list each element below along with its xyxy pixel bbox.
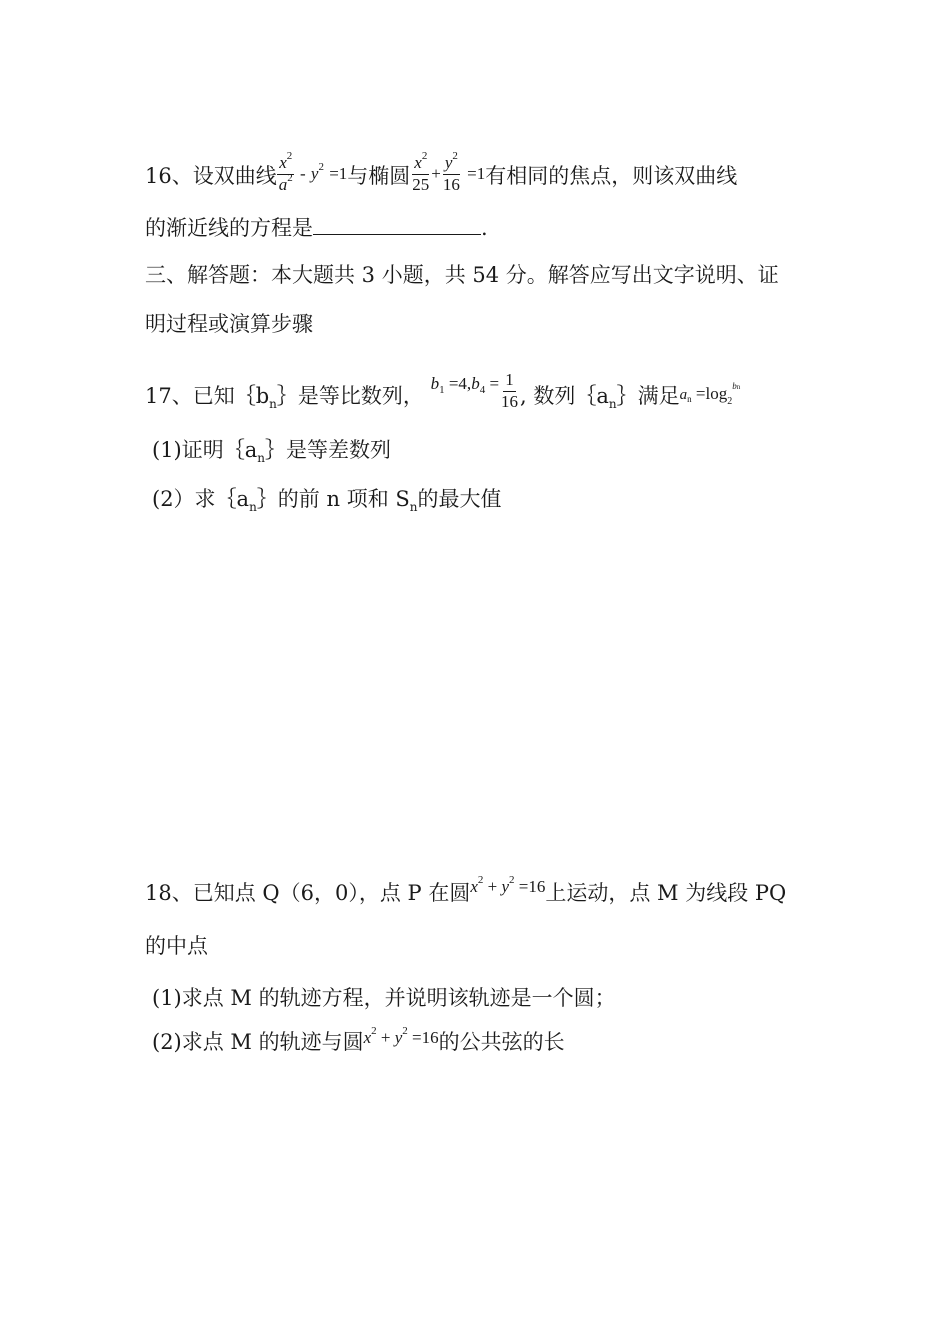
section3-heading-line1: 三、解答题：本大题共 3 小题，共 54 分。解答应写出文字说明、证: [145, 263, 779, 287]
hyperbola-equation: $\frac{x^2}{a^2}$ - $y^2 =1$: [278, 150, 348, 194]
section3-heading-line2: 明过程或演算步骤: [145, 312, 313, 336]
answer-blank[interactable]: [313, 216, 481, 235]
q16-number-text: 16、设双曲线: [145, 164, 277, 188]
circle-equation: $x^2 + y^2 =16$: [470, 874, 546, 896]
ellipse-fraction-x: $\frac{x^2}{25}$: [412, 150, 430, 194]
q17-prefix: 17、已知｛b: [145, 384, 270, 409]
q18-line1: 18、已知点 Q（6，0），点 P 在圆$x^2 + y^2 =16$上运动，点 M 为线段 PQ: [145, 874, 787, 905]
q17-b-values: $b_1 =4,b_4$ = $\frac{1}{16}$: [430, 370, 519, 411]
q16-mid-text: 与椭圆: [347, 164, 411, 188]
ellipse-fraction-y: $\frac{y^2}{16}$: [442, 150, 460, 194]
q17-satisfy-text: ｝满足: [616, 384, 680, 409]
q17-geo-text: ｝是等比数列，: [276, 384, 424, 409]
circle-equation-2: $x^2 + y^2 =16$: [363, 1025, 439, 1047]
q17-seq-text: , 数列｛a: [520, 384, 609, 409]
q16-tail-text: 有相同的焦点，则该双曲线: [485, 164, 738, 188]
an-log-formula: an $=\log_2^{bn}$: [679, 381, 741, 408]
ellipse-equation: $\frac{x^2}{25}$ + $\frac{y^2}{16}$ =1: [412, 150, 486, 194]
q16-line2-text: 的渐近线的方程是: [145, 216, 313, 240]
q18-line2: 的中点: [145, 934, 208, 958]
q16-line1: [145, 150, 738, 198]
q17-part1: (1)证明$\{a_n\}$是等差数列: [152, 438, 392, 465]
q18-part1: (1)求点 M 的轨迹方程，并说明该轨迹是一个圆；: [152, 986, 616, 1010]
hyperbola-fraction: $\frac{x^2}{a^2}$: [278, 150, 293, 194]
q17-part2: (2）求$\{a_n\}$的前 n 项和 $S_n$的最大值: [152, 487, 502, 514]
fraction-one-sixteenth: $\frac{1}{16}$: [501, 370, 519, 411]
q17-line1: 17、已知$\{b_n\}$是等比数列， $b_1 =4,b_4$ = $\frac{1}{16}$ , 数列$\{a_n\}$满足an $=\log_2^{bn}$: [145, 379, 740, 419]
q16-line2: 的渐近线的方程是 .: [145, 216, 488, 240]
q18-part2: (2)求点 M 的轨迹与圆$x^2 + y^2 =16$的公共弦的长: [152, 1025, 565, 1054]
